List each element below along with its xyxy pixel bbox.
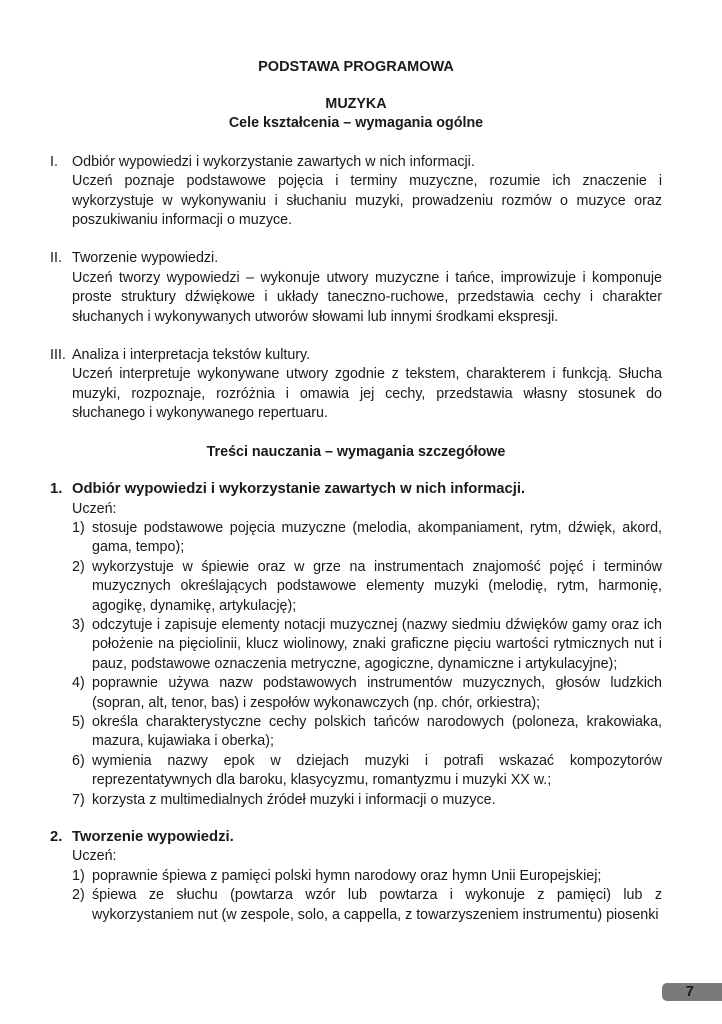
item-text: poprawnie używa nazw podstawowych instrumentów muzycznych, głosów ludzkich (sopran, alt, tenor, bas) i zespołów wykonawczych (np. chór, orkiestra); [92,675,662,711]
goals-heading: Cele kształcenia – wymagania ogólne [228,115,484,132]
goal-title: Analiza i interpretacja tekstów kultury. [72,347,311,364]
list-item [72,519,662,558]
goal-title: Tworzenie wypowiedzi. [72,250,219,267]
item-number: 1) [72,867,85,884]
list-item [72,616,662,674]
goal-text: Uczeń tworzy wypowiedzi – wykonuje utwory muzyczne i tańce, improwizuje i komponuje proste struktury dźwiękowe i układy taneczno-ruchowe, przedstawia cechy i charakter słuchanych i wykonywanych utworów słowami lub innymi środkami ekspresji. [72,269,662,325]
item-text: odczytuje i zapisuje elementy notacji muzycznej (nazwy siedmiu dźwięków gamy oraz ich położenie na pięciolinii, klucz wiolinowy, znaki graficzne pięciu wartości rytmicznych nut i pauz, podstawowe oznaczenia metryczne, agogiczne, dynamiczne i artykulacyjne); [92,616,662,672]
goal-number: III. [50,347,66,364]
document-page [50,57,662,925]
item-number: 1) [72,519,85,536]
section-2 [50,828,662,925]
goal-item [50,153,662,231]
item-text: stosuje podstawowe pojęcia muzyczne (melodia, akompaniament, rytm, dźwięk, akord, gama, tempo); [92,519,662,556]
section-1 [50,480,662,810]
list-item [72,713,662,752]
goal-item [50,249,662,327]
goal-item [50,346,662,424]
goal-text: Uczeń poznaje podstawowe pojęcia i terminy muzyczne, rozumie ich znaczenie i wykorzystuje w wykonywaniu i słuchaniu muzyki, prowadzeniu rozmów o muzyce oraz poszukiwaniu informacji o muzyce. [72,173,662,229]
section-number: 2. [50,829,63,845]
item-number: 2) [72,558,85,575]
section-title: Tworzenie wypowiedzi. [72,829,234,845]
item-text: określa charakterystyczne cechy polskich tańców narodowych (poloneza, krakowiaka, mazura, kujawiaka i oberka); [92,713,662,750]
item-text: korzysta z multimedialnych źródeł muzyki i informacji o muzyce. [92,791,496,808]
document-title: PODSTAWA PROGRAMOWA [258,59,454,75]
list-item [72,558,662,616]
goal-text: Uczeń interpretuje wykonywane utwory zgodnie z tekstem, charakterem i funkcją. Słucha muzyki, rozpoznaje, rozróżnia i omawia jej cechy, przedstawia własny stosunek do słuchanego i wykonywanego repertuaru. [72,366,662,422]
list-item [72,791,662,810]
item-number: 4) [72,675,85,692]
goals-list [50,153,662,424]
item-number: 3) [72,616,85,633]
goal-title: Odbiór wypowiedzi i wykorzystanie zawartych w nich informacji. [72,153,475,170]
page-number: 7 [685,983,694,1000]
list-item [72,867,662,886]
list-item [72,674,662,713]
subject-name: MUZYKA [325,96,387,112]
list-item [72,886,662,925]
item-text: śpiewa ze słuchu (powtarza wzór lub powtarza i wykonuje z pamięci) lub z wykorzystaniem nut (w zespole, solo, a cappella, z towarzyszeniem instrumentu) piosenki [92,887,662,923]
item-number: 5) [72,713,85,730]
goal-number: I. [50,153,58,170]
section-number: 1. [50,481,63,498]
section-lead: Uczeń: [72,848,117,865]
item-number: 6) [72,752,85,769]
content-heading: Treści nauczania – wymagania szczegółowe [206,443,506,460]
item-number: 2) [72,887,85,904]
item-number: 7) [72,791,85,808]
list-item [72,752,662,791]
section-title: Odbiór wypowiedzi i wykorzystanie zawartych w nich informacji. [72,481,526,498]
item-text: wykorzystuje w śpiewie oraz w grze na instrumentach znajomość pojęć i terminów muzycznych określających podstawowe elementy muzyki (melodię, rytm, harmonię, agogikę, dynamikę, artykulację); [92,558,662,614]
item-text: wymienia nazwy epok w dziejach muzyki i potrafi wskazać kompozytorów reprezentatywnych dla baroku, klasycyzmu, romantyzmu i muzyki XX w.; [92,752,662,789]
section-lead: Uczeń: [72,500,117,517]
subject-heading [50,95,662,134]
goal-number: II. [50,250,62,267]
item-text: poprawnie śpiewa z pamięci polski hymn narodowy oraz hymn Unii Europejskiej; [92,867,602,884]
